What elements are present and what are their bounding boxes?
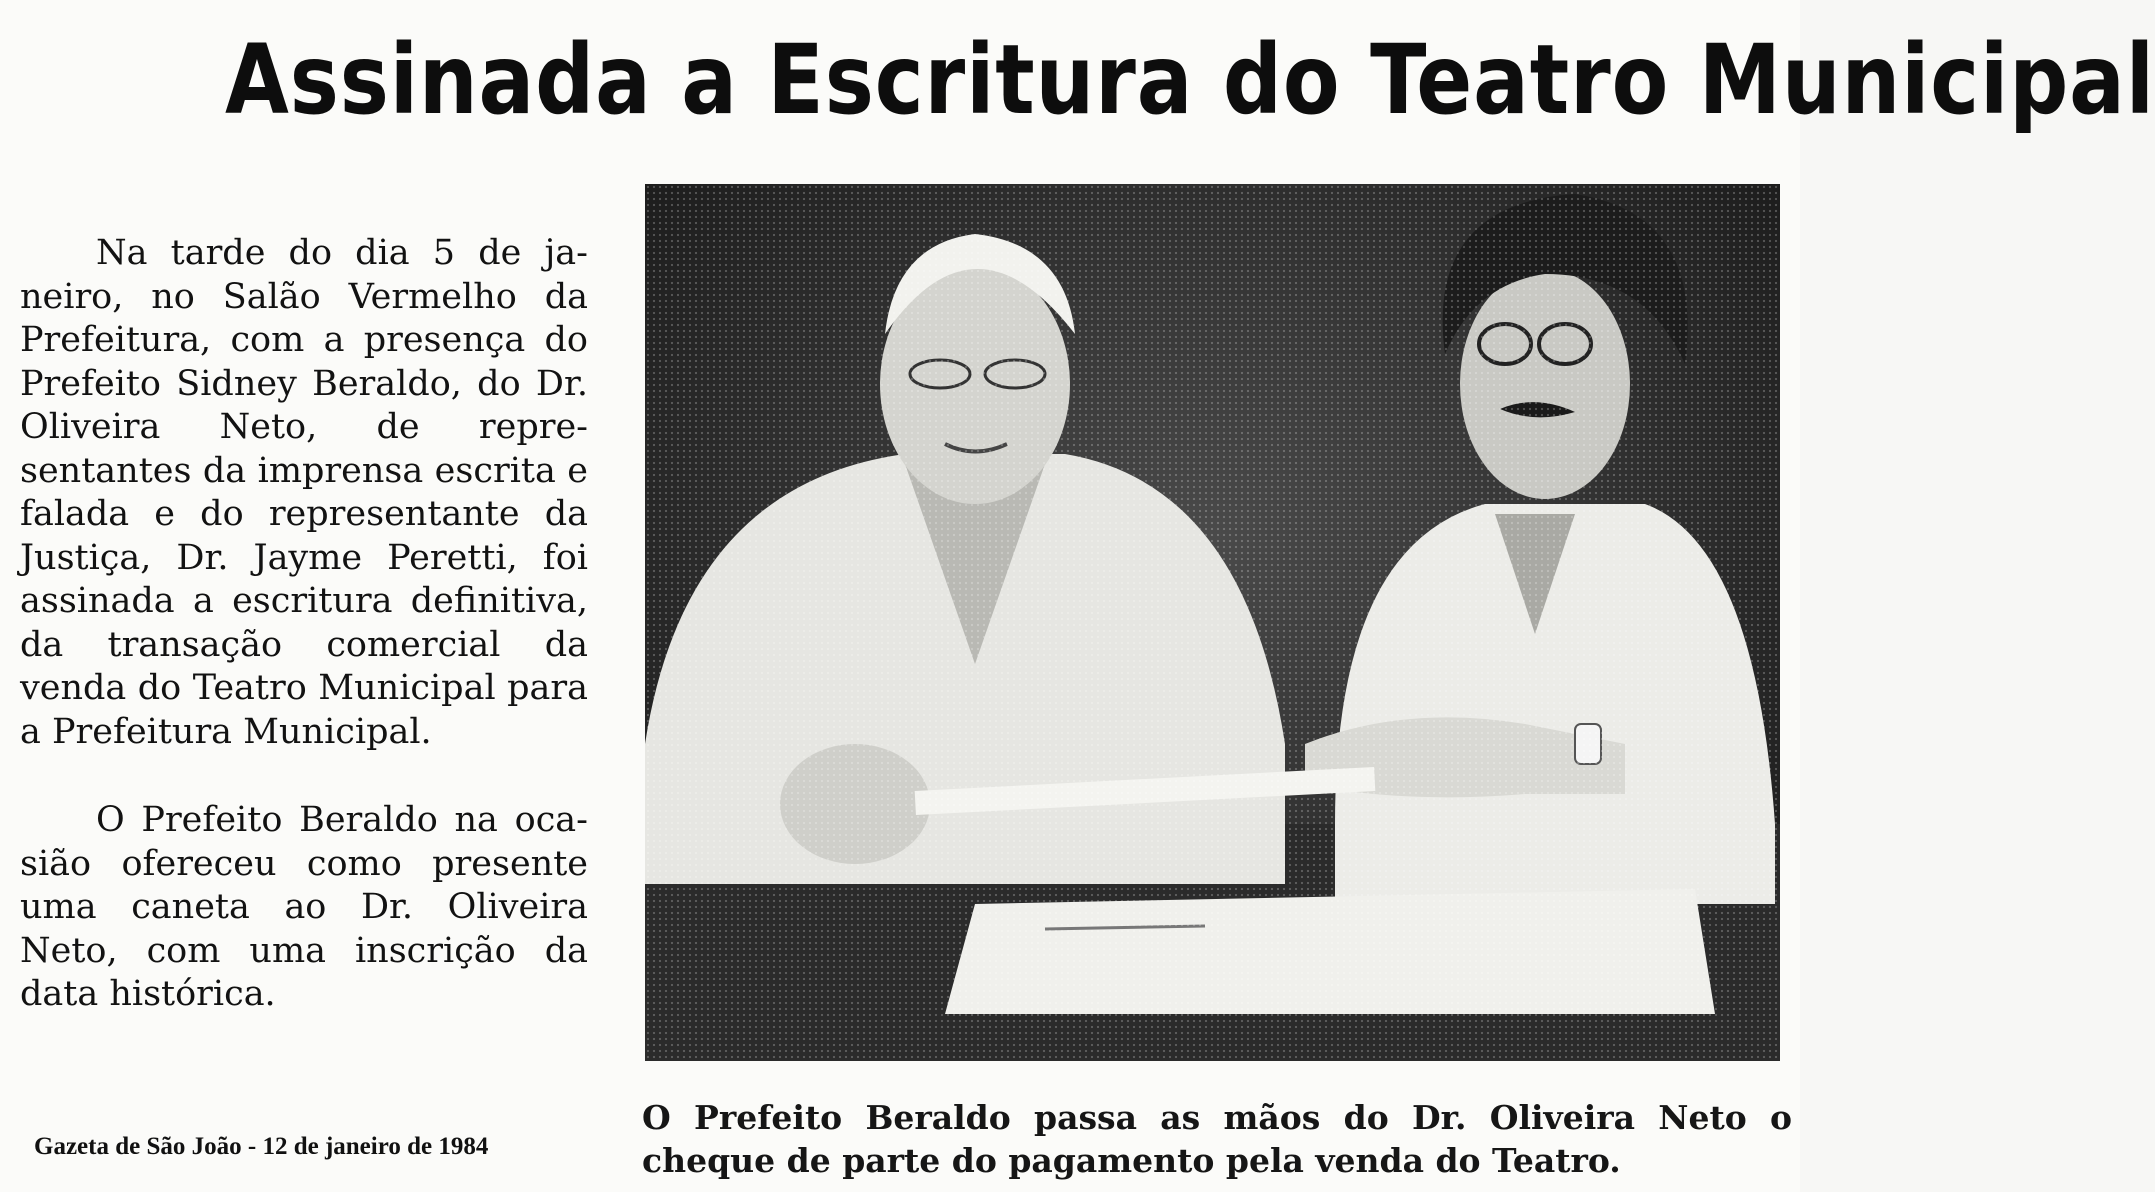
article-paragraph-1: Na tarde do dia 5 de janeiro, no Salão Vermelho da Prefeitura, com a presença do Prefeito Sidney Beraldo, do Dr. Oliveira Neto, de representantes da imprensa escrita e falada e do representante da Justiça, Dr. Jayme Peretti, foi assinada a escritura definitiva, da transação comercial da venda do Teatro Municipal para a Prefeitura Municipal. [20, 233, 588, 752]
headline: Assinada a Escritura do Teatro Municipal [225, 24, 2155, 136]
news-photo-illustration [645, 184, 1780, 1061]
news-photo [645, 184, 1780, 1061]
source-credit: Gazeta de São João - 12 de janeiro de 1984 [34, 1133, 489, 1160]
article-body [20, 232, 588, 1017]
photo-caption: O Prefeito Beraldo passa as mãos do Dr. Oliveira Neto o cheque de parte do pagamento pela venda do Teatro. [642, 1098, 1792, 1180]
article-paragraph-2: O Prefeito Beraldo na ocasião ofereceu como presente uma caneta ao Dr. Oliveira Neto, com uma inscrição da data histórica. [20, 800, 588, 1014]
